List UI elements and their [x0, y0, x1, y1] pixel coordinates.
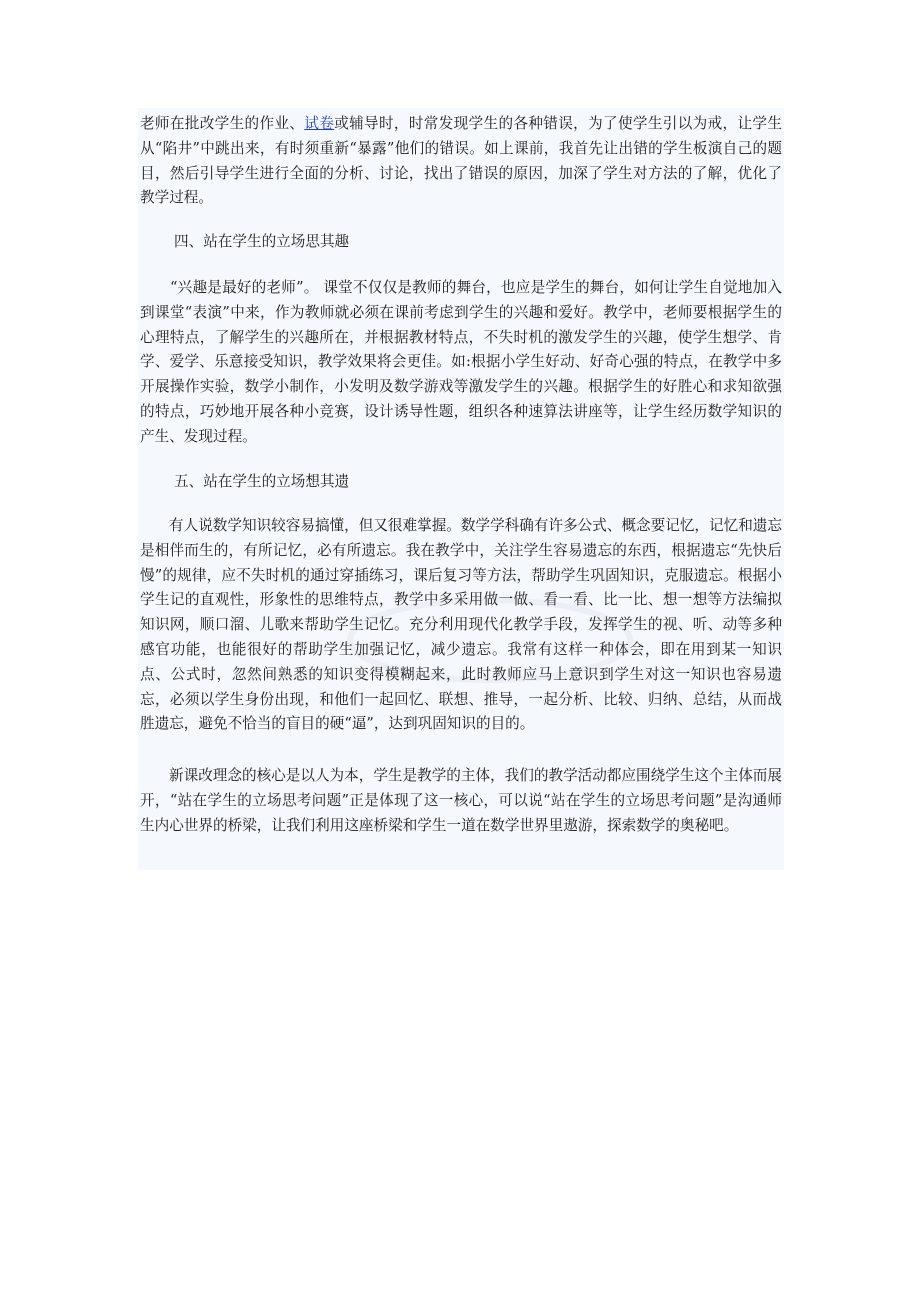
paragraph-text: 或辅导时，时常发现学生的各种错误，为了使学生引以为戒，让学生从“陷井”中跳出来，有时须重新“暴露”他们的错误。如上课前，我首先让出错的学生板演自己的题目，然后引导学生进行全面的分析、讨论，找出了错误的原因，加深了学生对方法的了解，优化了教学过程。: [140, 115, 782, 207]
paragraph-error-correction: [140, 112, 782, 211]
document-body: [138, 108, 784, 870]
paragraph-forgetting: 有人说数学知识较容易搞懂，但又很难掌握。数学学科确有许多公式、概念要记忆，记忆和遗忘是相伴而生的，有所记忆，必有所遗忘。我在教学中，关注学生容易遗忘的东西，根据遗忘“先快后慢”的规律，应不失时机的通过穿插练习，课后复习等方法，帮助学生巩固知识，克服遗忘。根据小学生记的直观性，形象性的思维特点，教学中多采用做一做、看一看、比一比、想一想等方法编拟知识网，顺口溜、儿歌来帮助学生记忆。充分利用现代化教学手段，发挥学生的视、听、动等多种感官功能，也能很好的帮助学生加强记忆，减少遗忘。我常有这样一种体会，即在用到某一知识点、公式时，忽然间熟悉的知识变得模糊起来，此时教师应马上意识到学生对这一知识也容易遗忘，必须以学生身份出现，和他们一起回忆、联想、推导，一起分析、比较、归纳、总结，从而战胜遗忘，避免不恰当的盲目的硬“逼”，达到巩固知识的目的。: [140, 517, 782, 733]
section-heading-forgetting: 五、站在学生的立场想其遗: [174, 473, 350, 490]
exam-paper-link[interactable]: 试卷: [304, 115, 335, 132]
paragraph-interest: “兴趣是最好的老师”。 课堂不仅仅是教师的舞台，也应是学生的舞台，如何让学生自觉地加入到课堂“表演”中来，作为教师就必须在课前考虑到学生的兴趣和爱好。教学中，老师要根据学生的心理特点，了解学生的兴趣所在，并根据教材特点，不失时机的激发学生的兴趣，使学生想学、肯学、爱学、乐意接受知识，教学效果将会更佳。如:根据小学生好动、好奇心强的特点，在教学中多开展操作实验，数学小制作，小发明及数学游戏等激发学生的兴趣。根据学生的好胜心和求知欲强的特点，巧妙地开展各种小竞赛，设计诱导性题，组织各种速算法讲座等，让学生经历数学知识的产生、发现过程。: [140, 279, 782, 445]
paragraph-text: 老师在批改学生的作业、: [140, 115, 305, 132]
paragraph-conclusion: 新课改理念的核心是以人为本，学生是教学的主体，我们的教学活动都应围绕学生这个主体而展开，“站在学生的立场思考问题”正是体现了这一核心，可以说“站在学生的立场思考问题”是沟通师生内心世界的桥梁，让我们利用这座桥梁和学生一道在数学世界里遨游，探索数学的奥秘吧。: [140, 767, 782, 834]
section-heading-interest: 四、站在学生的立场思其趣: [174, 233, 350, 250]
